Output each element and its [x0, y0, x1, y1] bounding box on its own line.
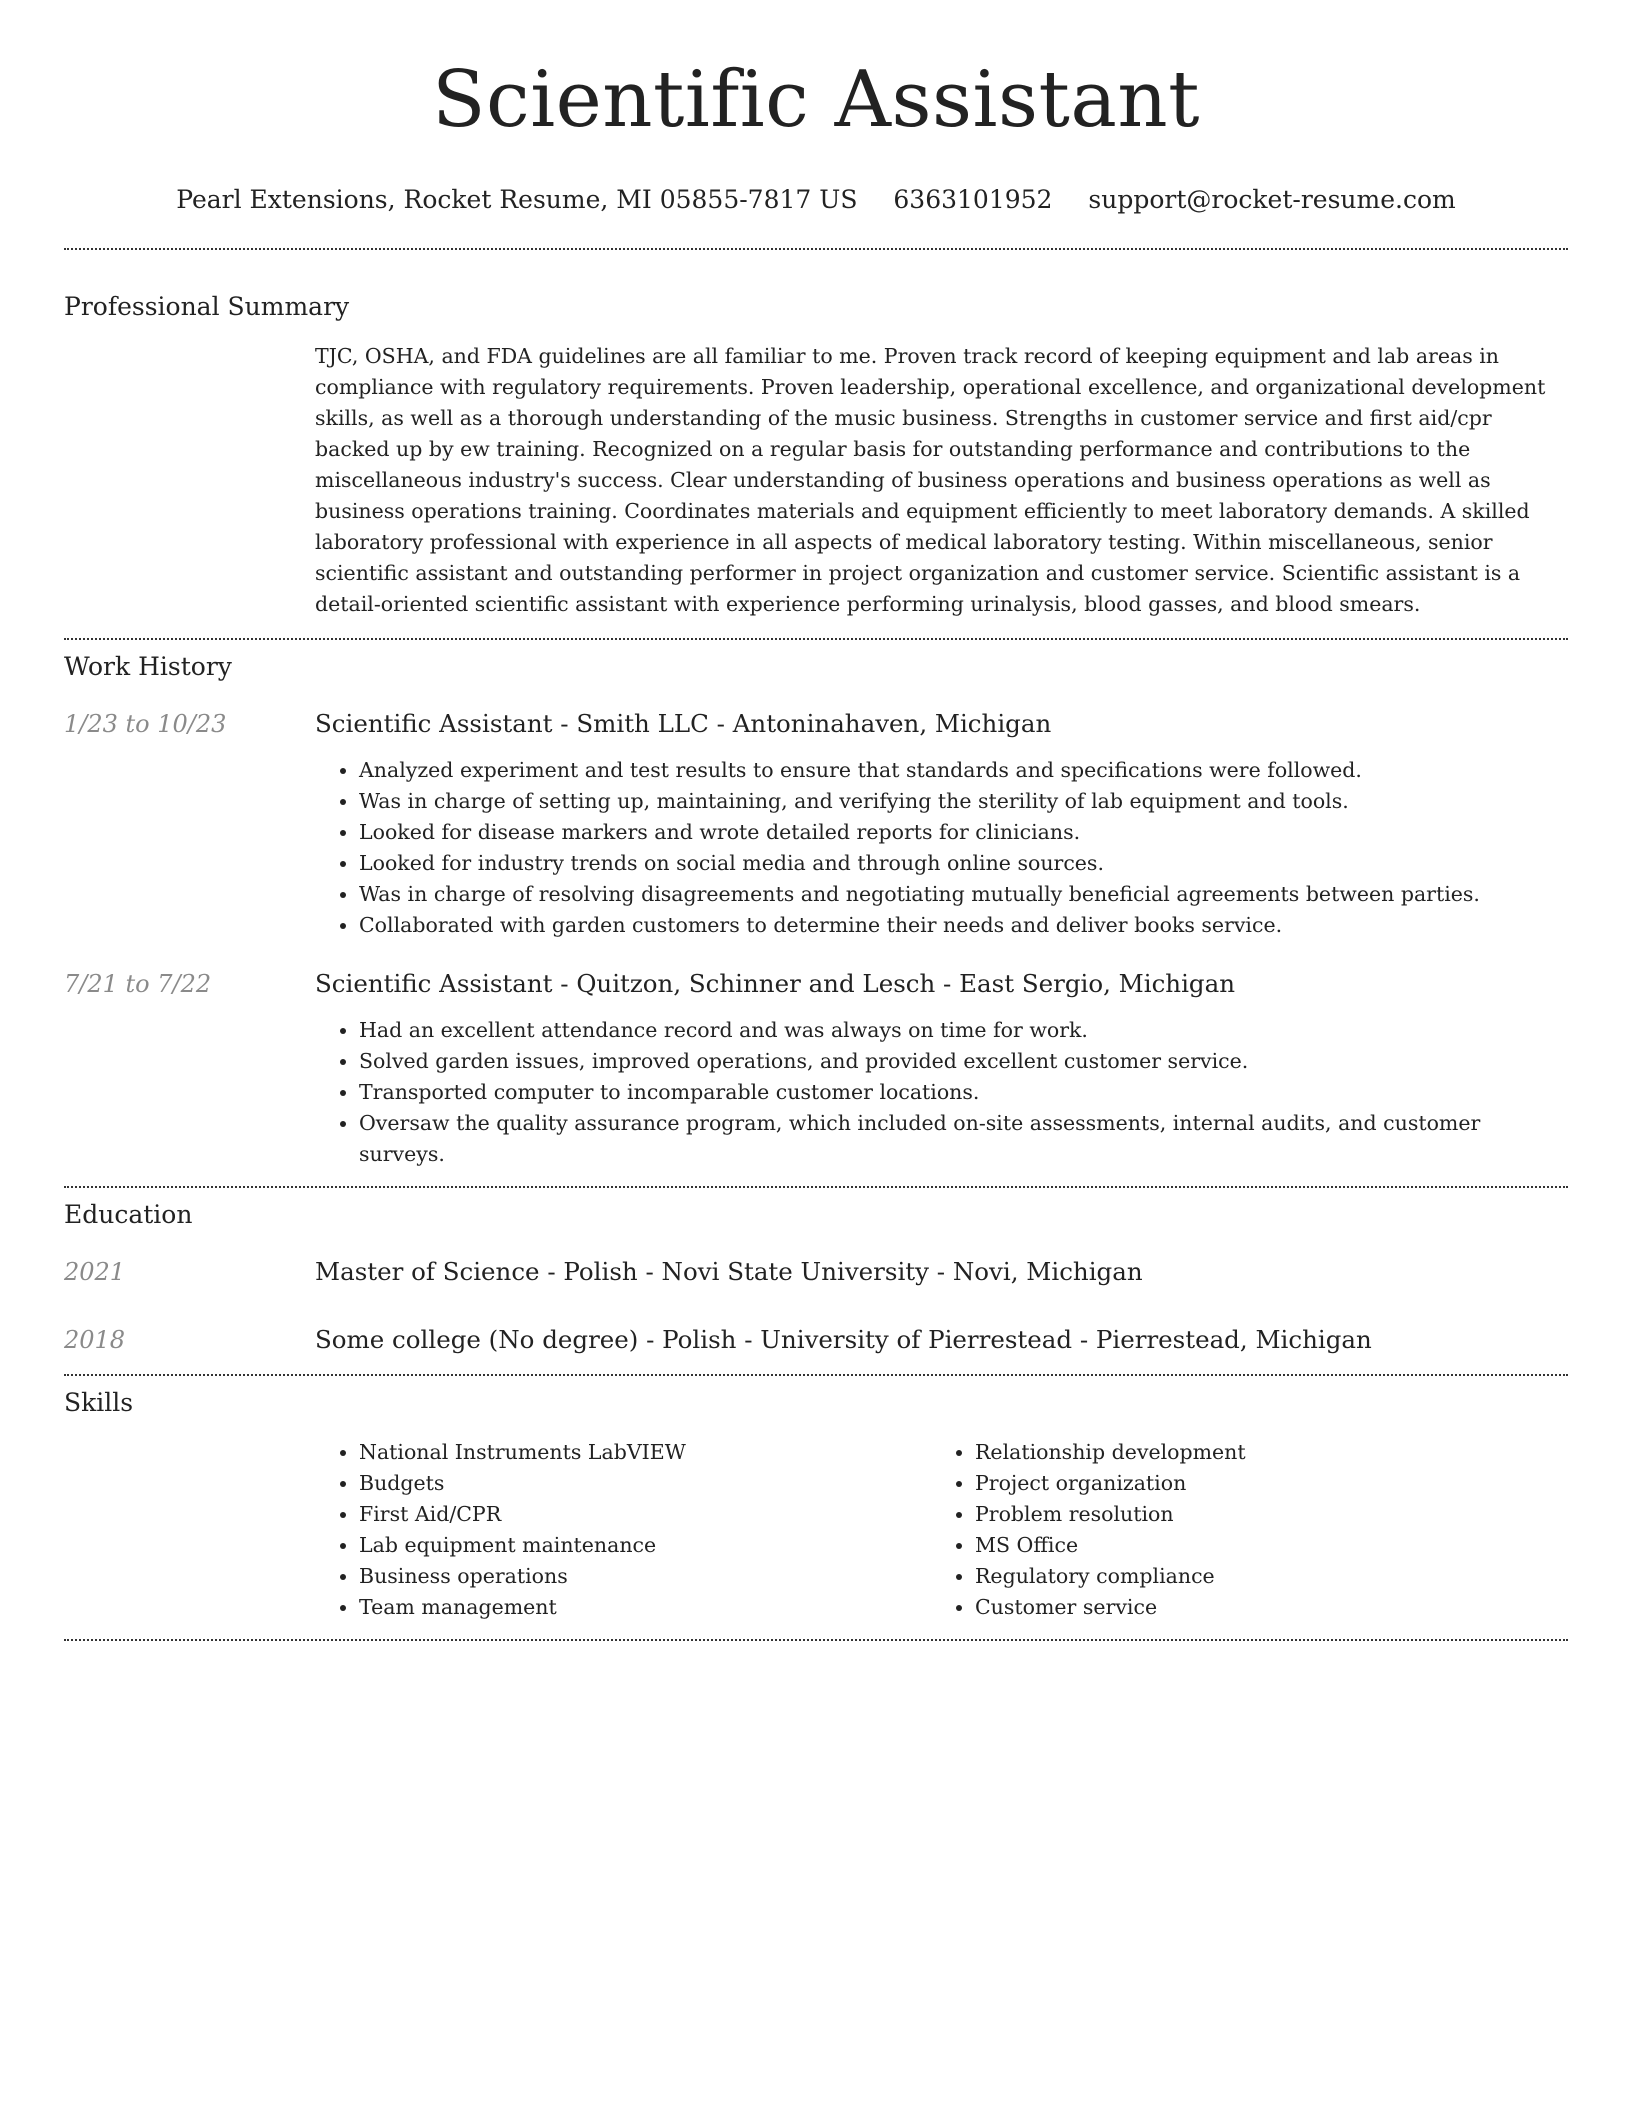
work-history-section — [64, 652, 1568, 1170]
list-item: • Looked for industry trends on social media and through online sources. — [359, 848, 1568, 879]
skill-item: • Regulatory compliance — [975, 1561, 1547, 1592]
skills-list-right — [931, 1437, 1547, 1623]
skill-item: • Lab equipment maintenance — [359, 1530, 931, 1561]
summary-text: TJC, OSHA, and FDA guidelines are all familiar to me. Proven track record of keeping equipment and lab areas in compliance with regulatory requirements. Proven leadership, operational excellence, and organizational development skills, as well as a thorough understanding of the music business. Strengths in customer service and first aid/cpr backed up by ew training. Recognized on a regular basis for outstanding performance and contributions to the miscellaneous industry's success. Clear understanding of business operations and business operations as well as business operations training. Coordinates materials and equipment efficiently to meet laboratory demands. A skilled laboratory professional with experience in all aspects of medical laboratory testing. Within miscellaneous, senior scientific assistant and outstanding performer in project organization and customer service. Scientific assistant is a detail-oriented scientific assistant with experience performing urinalysis, blood gasses, and blood smears. — [315, 344, 1546, 616]
skill-item: • Project organization — [975, 1468, 1547, 1499]
section-divider — [64, 1639, 1568, 1641]
section-divider — [64, 1374, 1568, 1376]
job-bullets — [315, 755, 1568, 941]
list-item: • Analyzed experiment and test results to ensure that standards and specifications were followed. — [359, 755, 1568, 786]
skill-item: • MS Office — [975, 1530, 1547, 1561]
education-section — [64, 1200, 1568, 1356]
work-history-heading: Work History — [64, 652, 232, 681]
list-item: • Was in charge of resolving disagreements and negotiating mutually beneficial agreements between parties. — [359, 879, 1568, 910]
skill-item: • Budgets — [359, 1468, 931, 1499]
education-details: - University of Pierrestead - Pierrestead, Michigan — [736, 1325, 1372, 1354]
resume-name: Scientific Assistant — [432, 55, 1200, 145]
list-item: • Was in charge of setting up, maintaining, and verifying the sterility of lab equipment and tools. — [359, 786, 1568, 817]
list-item: • Had an excellent attendance record and was always on time for work. — [359, 1015, 1568, 1046]
education-degree: Some college (No degree) - Polish — [315, 1325, 737, 1354]
section-divider — [64, 1186, 1568, 1188]
contact-line — [64, 184, 1568, 216]
list-item: • Collaborated with garden customers to determine their needs and deliver books service. — [359, 910, 1568, 941]
skills-list-left — [315, 1437, 931, 1623]
resume-page — [64, 0, 1568, 1641]
list-item: • Looked for disease markers and wrote detailed reports for clinicians. — [359, 817, 1568, 848]
education-heading: Education — [64, 1200, 193, 1229]
education-year: 2018 — [64, 1326, 126, 1354]
contact-email: support@rocket-resume.com — [1088, 185, 1456, 214]
job-title: Scientific Assistant — [315, 709, 553, 738]
education-details: - Novi State University - Novi, Michigan — [637, 1257, 1143, 1286]
education-heading-line — [315, 1324, 1568, 1356]
list-item: • Solved garden issues, improved operations, and provided excellent customer service. — [359, 1046, 1568, 1077]
job-entry — [64, 968, 1568, 1170]
section-divider — [64, 638, 1568, 640]
summary-section — [64, 292, 1568, 620]
job-details: - Quitzon, Schinner and Lesch - East Sergio, Michigan — [552, 969, 1235, 998]
education-entry — [64, 1324, 1568, 1356]
job-dates: 1/23 to 10/23 — [64, 710, 227, 738]
education-year: 2021 — [64, 1258, 126, 1286]
list-item: • Oversaw the quality assurance program, which included on-site assessments, internal audits, and customer surveys. — [359, 1108, 1568, 1170]
skills-heading: Skills — [64, 1388, 134, 1417]
skill-item: • Team management — [359, 1592, 931, 1623]
contact-phone: 6363101952 — [893, 185, 1053, 214]
job-bullets — [315, 1015, 1568, 1170]
job-entry — [64, 708, 1568, 941]
job-heading — [315, 708, 1568, 740]
education-degree: Master of Science - Polish — [315, 1257, 638, 1286]
contact-address: Pearl Extensions, Rocket Resume, MI 05855-7817 US — [176, 185, 858, 214]
job-heading — [315, 968, 1568, 1000]
list-item: • Transported computer to incomparable customer locations. — [359, 1077, 1568, 1108]
skill-item: • First Aid/CPR — [359, 1499, 931, 1530]
job-dates: 7/21 to 7/22 — [64, 970, 212, 998]
section-divider — [64, 248, 1568, 250]
skills-section — [64, 1388, 1568, 1623]
job-title: Scientific Assistant — [315, 969, 553, 998]
education-heading-line — [315, 1256, 1568, 1288]
skill-item: • Relationship development — [975, 1437, 1547, 1468]
skill-item: • Business operations — [359, 1561, 931, 1592]
skill-item: • Problem resolution — [975, 1499, 1547, 1530]
job-details: - Smith LLC - Antoninahaven, Michigan — [552, 709, 1052, 738]
education-entry — [64, 1256, 1568, 1288]
summary-heading: Professional Summary — [64, 292, 350, 321]
skill-item: • Customer service — [975, 1592, 1547, 1623]
skill-item: • National Instruments LabVIEW — [359, 1437, 931, 1468]
